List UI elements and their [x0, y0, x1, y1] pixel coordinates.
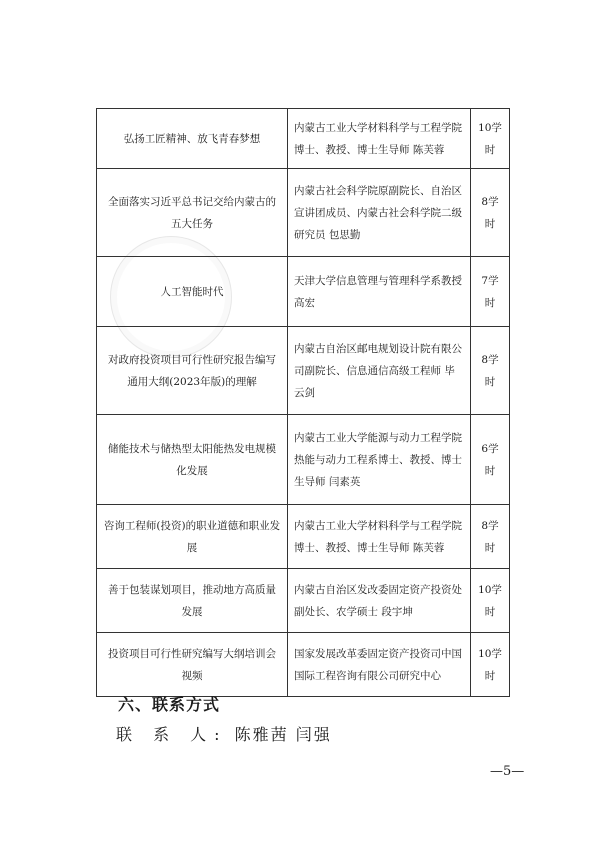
- course-hours: 7学时: [471, 257, 510, 327]
- table-row: [97, 169, 510, 257]
- course-hours: 8学时: [471, 169, 510, 257]
- table-row: [97, 633, 510, 697]
- table-row: [97, 109, 510, 169]
- course-lecturer: 国家发展改革委固定资产投资司中国国际工程咨询有限公司研究中心: [288, 633, 471, 697]
- course-title: 人工智能时代: [97, 257, 288, 327]
- table-row: [97, 505, 510, 569]
- course-table: [96, 108, 510, 697]
- table-row: [97, 415, 510, 505]
- course-title: 投资项目可行性研究编写大纲培训会视频: [97, 633, 288, 697]
- course-lecturer: 天津大学信息管理与管理科学系教授高宏: [288, 257, 471, 327]
- section-heading-contact: 六、联系方式: [118, 695, 221, 714]
- table-row: [97, 569, 510, 633]
- course-hours: 10学时: [471, 109, 510, 169]
- table-row: [97, 327, 510, 415]
- course-lecturer: 内蒙古工业大学材料科学与工程学院博士、教授、博士生导师 陈芙蓉: [288, 505, 471, 569]
- course-title: 对政府投资项目可行性研究报告编写通用大纲(2023年版)的理解: [97, 327, 288, 415]
- course-hours: 10学时: [471, 633, 510, 697]
- course-hours: 8学时: [471, 505, 510, 569]
- table-row: [97, 257, 510, 327]
- course-title: 咨询工程师(投资)的职业道德和职业发展: [97, 505, 288, 569]
- page-number: —5—: [490, 764, 525, 779]
- course-lecturer: 内蒙古工业大学材料科学与工程学院博士、教授、博士生导师 陈芙蓉: [288, 109, 471, 169]
- course-hours: 10学时: [471, 569, 510, 633]
- course-lecturer: 内蒙古工业大学能源与动力工程学院热能与动力工程系博士、教授、博士生导师 闫素英: [288, 415, 471, 505]
- course-hours: 8学时: [471, 327, 510, 415]
- course-hours: 6学时: [471, 415, 510, 505]
- course-title: 善于包装谋划项目，推动地方高质量发展: [97, 569, 288, 633]
- course-title: 弘扬工匠精神、放飞青春梦想: [97, 109, 288, 169]
- contact-line: [116, 722, 332, 745]
- course-lecturer: 内蒙古社会科学院原副院长、自治区宣讲团成员、内蒙古社会科学院二级研究员 包思勤: [288, 169, 471, 257]
- course-lecturer: 内蒙古自治区邮电规划设计院有限公司副院长、信息通信高级工程师 毕云剑: [288, 327, 471, 415]
- course-title: 全面落实习近平总书记交给内蒙古的五大任务: [97, 169, 288, 257]
- course-lecturer: 内蒙古自治区发改委固定资产投资处副处长、农学硕士 段宇坤: [288, 569, 471, 633]
- contact-names: 陈雅茜 闫强: [234, 725, 332, 744]
- course-title: 储能技术与储热型太阳能热发电规模化发展: [97, 415, 288, 505]
- contact-label: 联 系 人:: [116, 725, 228, 744]
